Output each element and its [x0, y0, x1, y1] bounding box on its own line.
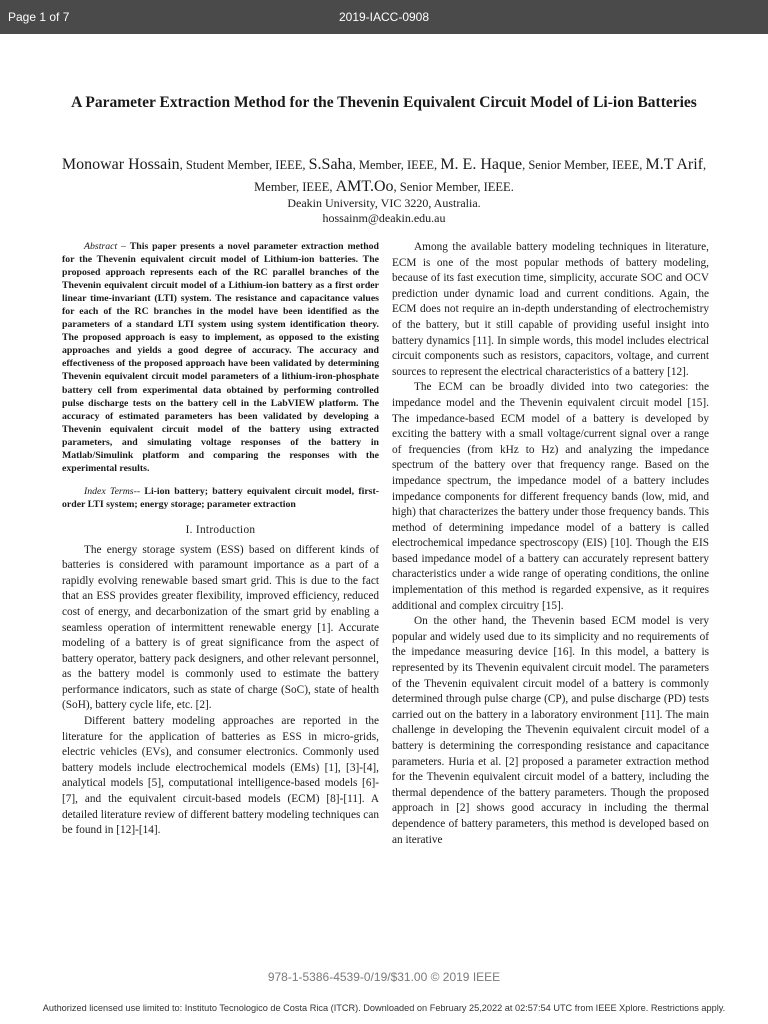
author-name: M.T Arif: [645, 156, 703, 173]
license-notice: Authorized licensed use limited to: Instituto Tecnologico de Costa Rica (ITCR). Downloaded on February 25,2022 at 02:57:54 UTC from IEEE Xplore. Restrictions apply.: [42, 1003, 726, 1013]
paper-title: A Parameter Extraction Method for the Thevenin Equivalent Circuit Model of Li-ion Batteries: [71, 94, 697, 111]
author-name: M. E. Haque: [440, 156, 523, 173]
page-indicator: Page 1 of 7: [8, 10, 70, 24]
affiliation: Deakin University, VIC 3220, Australia.: [287, 196, 481, 210]
author-role: , Member, IEEE,: [254, 158, 707, 194]
author-name: AMT.Oo: [335, 178, 394, 195]
paper-id: 2019-IACC-0908: [338, 10, 430, 24]
right-column: [392, 240, 709, 848]
author-name: S.Saha: [308, 156, 353, 173]
abstract: [62, 240, 379, 475]
author-name: Monowar Hossain: [61, 156, 180, 173]
affiliation-block: [40, 196, 728, 226]
body-paragraph: Different battery modeling approaches are reported in the literature for the application of batteries as ESS in micro-grids, electric vehicles (EVs), and consumer electronics. Commonly used battery models include electrochemical models (EMs) [1], [3]-[4], analytical models [5], computational intelligence-based models [6]-[7], and the equivalent circuit-based models (ECM) [8]-[11]. A detailed literature review of different battery modeling techniques can be found in [12]-[14].: [62, 715, 379, 837]
email: hossainm@deakin.edu.au: [322, 211, 446, 225]
index-terms-label: Index Terms--: [84, 485, 145, 497]
author-list: [40, 154, 728, 198]
copyright-notice: 978-1-5386-4539-0/19/$31.00 © 2019 IEEE: [267, 970, 501, 984]
author-role: , Student Member, IEEE,: [179, 158, 309, 172]
body-paragraph: The ECM can be broadly divided into two categories: the impedance model and the Thevenin equivalent circuit model [15]. The impedance-based ECM model of a battery is developed by exciting the battery with a small voltage/current signal over a range of frequencies (from kHz to Hz) and analyzing the impedance spectrum of the battery over that frequency range. Based on the impedance spectrum, the impedance model of a battery includes impedance components for different frequency bands (low, mid, and high) that characterizes the battery under those frequency bands. This method of determining impedance model of a battery is called electrochemical impedance spectroscopy (EIS) [10]. Though the EIS based impedance model of a battery can accurately represent battery characteristics under a wide range of operating conditions, the online implementation of this method is regarded expensive, as it requires additional and complex circuitry [15].: [392, 381, 709, 612]
body-paragraph: The energy storage system (ESS) based on different kinds of batteries is considered with paramount importance as a part of a rapidly evolving renewable based smart grid. This is due to the fact that an ESS provides greater flexibility, improved efficiency, reduced cost of energy, and decarbonization of the smart grid by enabling a seamless operation of intermittent renewable energy [1]. Accurate modeling of a battery is of great significance from the aspect of battery operator, battery pack designers, and other relevant personnel, as the battery model is commonly used to estimate the battery performance indicators, such as state of charge (SoC), state of health (SoH), battery cycle life, etc. [2].: [62, 543, 379, 712]
body-paragraph: On the other hand, the Thevenin based ECM model is very popular and widely used due to its simplicity and no requirements of the impedance measuring device [16]. In this model, a battery is represented by its Thevenin equivalent circuit model. The parameters of the Thevenin equivalent circuit model of a battery is commonly determined through pulse charge (CP), and pulse discharge (PD) tests carried out on the battery in a laboratory environment [11]. The main challenge in developing the Thevenin equivalent circuit model of a battery is determining the corresponding resistance and capacitance parameters. Huria et al. [2] proposed a parameter extraction method for the Thevenin equivalent circuit model of a battery, including the thermal dependence of the battery parameters. Though the proposed approach in [2] shows good accuracy in including the thermal dependence of battery parameters, this method is developed based on an iterative: [392, 615, 709, 846]
abstract-text: This paper presents a novel parameter extraction method for the Thevenin equivalent circuit model of Lithium-ion batteries. The proposed approach represents each of the RC parallel branches of the Thevenin equivalent circuit model of a Lithium-ion battery as a first order linear time-invariant (LTI) system. The resistance and capacitance values for each of the RC branches in the model have been identified as the parameters of a standard LTI system using system identification theory. The proposed approach is easy to implement, as opposed to the existing approaches and yields a good degree of accuracy. The accuracy and effectiveness of the proposed approach have been validated by determining Thevenin equivalent circuit model parameters of a lithium-iron-phosphate battery cell from experimental data obtained by performing controlled pulse discharge tests on the battery cell in the LabVIEW platform. The accuracy of estimated parameters has been validated by developing a Thevenin equivalent circuit model of the battery using extracted parameters, and simulating voltage responses of the battery in Matlab/Simulink platform and comparing the responses with the experimental results.: [62, 241, 380, 474]
viewer-toolbar: [0, 0, 768, 34]
author-role: , Member, IEEE,: [352, 158, 441, 172]
index-terms: [62, 485, 379, 511]
body-paragraph: Among the available battery modeling techniques in literature, ECM is one of the most popular methods of battery modeling, because of its fast execution time, simplicity, accurate SOC and OCV prediction under dynamic load and current conditions. Again, the ECM does not require an in-depth understanding of electrochemistry of the battery, but it still capable of providing useful insight into battery dynamics [11]. In simple words, this model includes electrical circuit components such as resistors, capacitors, voltage, and current sources to represent the electrical characteristics of a battery [12].: [392, 241, 709, 378]
section-heading-introduction: I. Introduction: [185, 523, 256, 536]
left-column: [62, 240, 379, 839]
author-role: , Senior Member, IEEE,: [522, 158, 646, 172]
author-role: , Senior Member, IEEE.: [393, 180, 514, 194]
abstract-label: Abstract –: [84, 241, 130, 252]
index-terms-text: Li-ion battery; battery equivalent circuit model, first-order LTI system; energy storage; parameter extraction: [62, 485, 380, 510]
